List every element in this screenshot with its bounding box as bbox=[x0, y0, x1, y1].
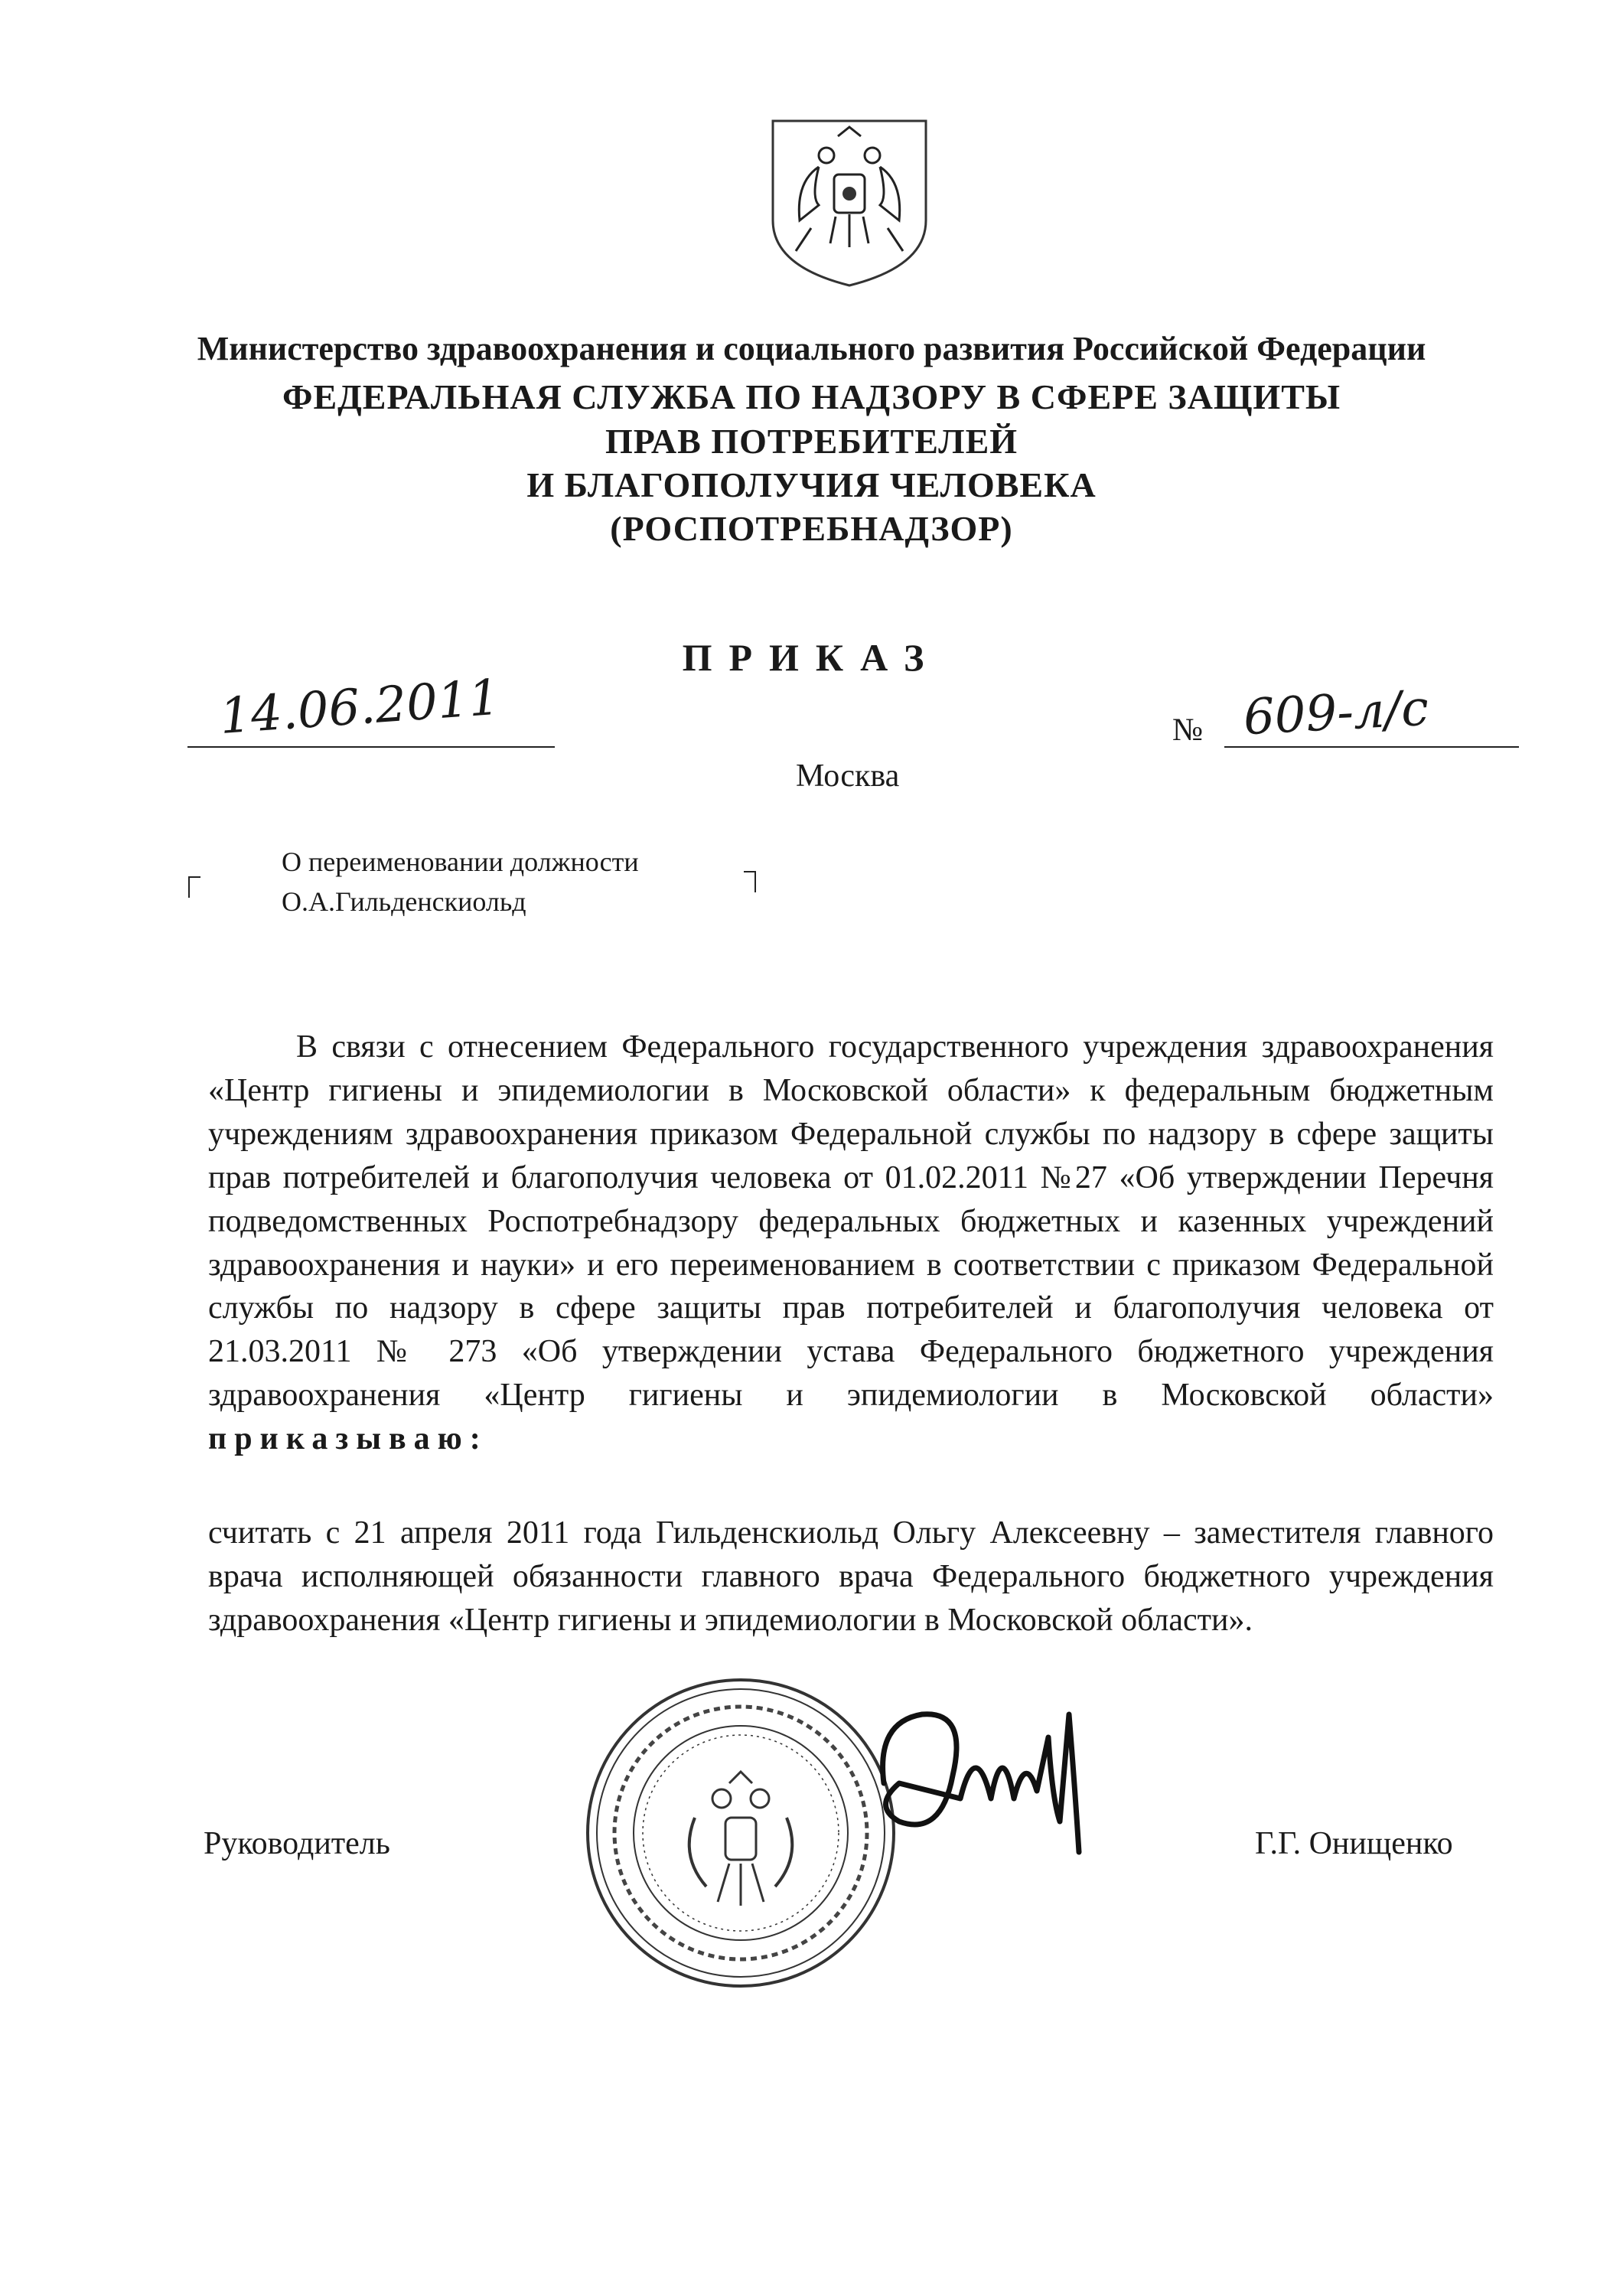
preamble-text: В связи с отнесением Федерального государственного учреждения здравоохранения «Центр гигиены и эпидемиологии в Московской области» к федеральным бюджетным учреждениям здравоохранения приказом Федеральной службы по надзору в сфере защиты прав потребителей и благополучия человека от 01.02.2011 №27 «Об утверждении Перечня подведомственных Роспотребнадзору федеральных бюджетных и казенных учреждений здравоохранения и науки» и его переименованием в соответствии с приказом Федеральной службы по надзору в сфере защиты прав потребителей и благополучия человека от 21.03.2011 № 273 «Об утверждении устава Федерального бюджетного учреждения здравоохранения «Центр гигиены и эпидемиологии в Московской области» bbox=[208, 1029, 1494, 1414]
order-number: 609-л/с bbox=[1242, 680, 1430, 747]
service-name-line-4: (РОСПОТРЕБНАДЗОР) bbox=[610, 509, 1013, 548]
number-underline bbox=[1224, 746, 1519, 748]
order-date: 14.06.2011 bbox=[217, 669, 502, 745]
handwritten-signature bbox=[869, 1691, 1090, 1875]
signer-position: Руководитель bbox=[204, 1826, 390, 1861]
official-seal-icon bbox=[580, 1672, 901, 1994]
service-name-line-3: И БЛАГОПОЛУЧИЯ ЧЕЛОВЕКА bbox=[526, 465, 1097, 504]
subject-line-2: О.А.Гильденскиольд bbox=[282, 886, 526, 917]
preamble-paragraph bbox=[208, 1026, 1494, 1461]
service-name-line-2: ПРАВ ПОТРЕБИТЕЛЕЙ bbox=[605, 422, 1018, 461]
subject-bracket-left bbox=[188, 876, 200, 898]
subject-line-1: О переименовании должности bbox=[282, 846, 639, 877]
order-title: ПРИКАЗ bbox=[682, 636, 941, 679]
number-label: № bbox=[1172, 713, 1204, 748]
ordering-word: приказываю: bbox=[208, 1421, 488, 1457]
service-name-line-1: ФЕДЕРАЛЬНАЯ СЛУЖБА ПО НАДЗОРУ В СФЕРЕ ЗАЩИТЫ bbox=[282, 377, 1341, 416]
date-underline bbox=[187, 746, 555, 748]
signer-name: Г.Г. Онищенко bbox=[1255, 1826, 1453, 1861]
subject-bracket-right bbox=[744, 871, 756, 892]
ministry-name: Министерство здравоохранения и социального развития Российской Федерации bbox=[197, 330, 1426, 367]
order-city: Москва bbox=[796, 758, 900, 794]
order-paragraph: считать с 21 апреля 2011 года Гильденскиольд Ольгу Алексеевну – заместителя главного врача исполняющей обязанности главного врача Федерального бюджетного учреждения здравоохранения «Центр гигиены и эпидемиологии в Московской области». bbox=[208, 1515, 1494, 1638]
coat-of-arms-icon bbox=[765, 113, 934, 289]
